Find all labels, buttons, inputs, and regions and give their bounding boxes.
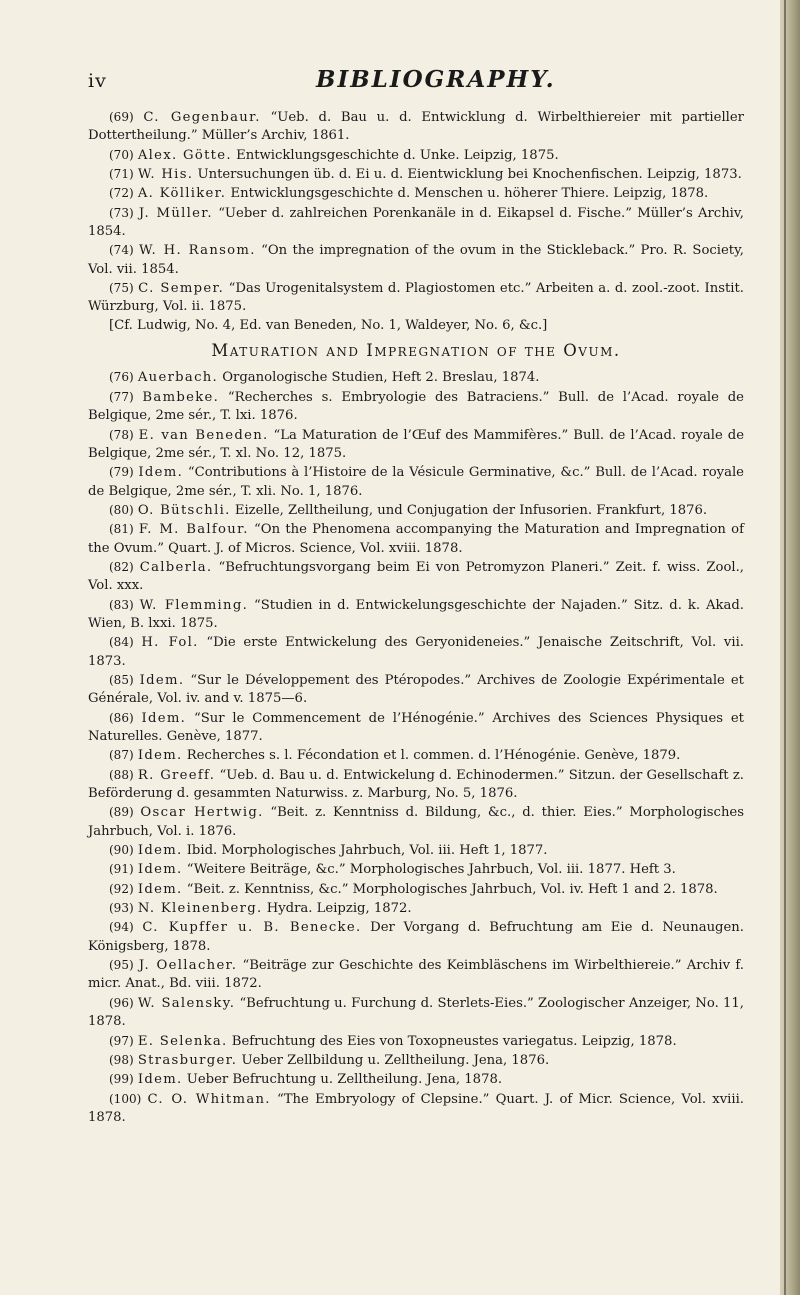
entry-citation: “Sur le Développement des Ptéropodes.” Archives de Zoologie Expérimentale et Générale, Vol. iv. and v. 1875—6. [88,672,744,707]
entry-citation: “Ueber d. zahlreichen Porenkanäle in d. Eikapsel d. Fische.” Müller’s Archiv, 1854. [88,205,744,240]
entry-citation: “Ueb. d. Bau u. d. Entwicklung d. Wirbelthiereier mit partieller Dottertheilung.” Müller’s Archiv, 1861. [88,110,744,144]
entry-citation: Organologische Studien, Heft 2. Breslau, 1874. [222,370,540,386]
entry-number: (97) [109,1033,134,1048]
bibliography-entry [88,426,744,464]
bibliography-entry [88,671,744,709]
entry-author: Idem. [139,672,185,688]
entry-number: (96) [109,995,134,1010]
entry-number: (69) [109,110,134,124]
entry-citation: “Ueb. d. Bau u. d. Entwickelung d. Echinodermen.” Sitzun. der Gesellschaft z. Beförderung d. gesammten Naturwiss. z. Marburg, No. 5, 1876. [88,767,745,802]
entry-citation: Ueber Zellbildung u. Zelltheilung. Jena, 1876. [241,1052,550,1068]
entry-citation: Eizelle, Zelltheilung, und Conjugation der Infusorien. Frankfurt, 1876. [234,502,708,518]
bibliography-entry [88,1070,744,1089]
entry-number: (99) [109,1072,134,1087]
bibliography-entry [88,146,744,165]
entry-citation: “Befruchtung u. Furchung d. Sterlets-Eies.” Zoologischer Anzeiger, No. 11, 1878. [88,995,744,1030]
bibliography-entry [88,956,744,994]
cf-note: [Cf. Ludwig, No. 4, Ed. van Beneden, No. 1, Waldeyer, No. 6, &c.] [109,317,548,333]
entry-citation: “Befruchtungsvorgang beim Ei von Petromyzon Planeri.” Zeit. f. wiss. Zool., Vol. xxx. [88,559,744,594]
entry-number: (77) [109,389,134,404]
entry-citation: “The Embryology of Clepsine.” Quart. J. of Micr. Science, Vol. xviii. 1878. [88,1091,744,1125]
bibliography-entry [88,204,744,242]
bibliography-entry [88,709,744,747]
bibliography-entry [88,766,744,804]
entry-author: C. Kupffer u. B. Benecke. [142,920,362,936]
entry-number: (79) [109,465,134,480]
entry-author: Bambeke. [142,389,220,405]
entry-number: (74) [109,243,134,258]
entries-before [88,108,744,317]
bibliography-entry [88,1090,744,1128]
entry-author: Idem. [137,843,183,859]
entry-citation: Ueber Befruchtung u. Zelltheilung. Jena, 1878. [186,1072,503,1088]
entry-number: (100) [109,1091,142,1106]
bibliography-entry [88,633,744,671]
bibliography-entry [88,184,744,203]
entry-author: Idem. [141,710,187,726]
bibliography-entry [88,860,744,879]
bibliography-entry [88,165,744,184]
bibliography-entry [88,1051,744,1070]
entry-citation: “Beit. z. Kenntniss, &c.” Morphologisches Jahrbuch, Vol. iv. Heft 1 and 2. 1878. [186,881,718,897]
entry-citation: Der Vorgang d. Befruchtung am Eie d. Neunaugen. Königsberg, 1878. [88,920,744,954]
entry-author: Auerbach. [137,370,219,386]
section-heading: Maturation and Impregnation of the Ovum. [211,341,621,361]
page-header [88,66,744,96]
entry-author: C. Gegenbaur. [143,110,261,125]
entry-number: (70) [109,147,134,162]
entry-author: J. Müller. [138,205,213,221]
entry-author: W. Flemming. [139,597,249,613]
bibliography-entry [88,746,744,765]
entry-citation: Recherches s. l. Fécondation et l. commen. d. l’Hénogénie. Genève, 1879. [186,748,681,764]
bibliography-entry [88,388,744,426]
entry-number: (85) [109,672,134,687]
entry-number: (94) [109,920,134,935]
entry-number: (84) [109,635,134,650]
bibliography-list [88,108,744,1127]
entry-author: J. Oellacher. [138,958,238,974]
entry-citation: “Beit. z. Kenntniss d. Bildung, &c., d. thier. Eies.” Morphologisches Jahrbuch, Vol. i. 1876. [88,805,745,839]
entry-citation: “On the Phenomena accompanying the Maturation and Impregnation of the Ovum.” Quart. J. of Micros. Science, Vol. xviii. 1878. [88,522,744,556]
bibliography-entry [88,241,744,279]
entry-citation: Untersuchungen üb. d. Ei u. d. Eientwicklung bei Knochenfischen. Leipzig, 1873. [197,167,742,183]
entry-number: (92) [109,881,134,896]
entry-number: (71) [109,167,134,182]
entry-author: Strasburger. [137,1052,238,1068]
page-edge [780,0,800,1295]
entry-number: (78) [109,427,134,442]
entry-author: N. Kleinenberg. [137,901,263,917]
bibliography-entry [88,368,744,387]
entry-author: Idem. [137,881,183,897]
entry-number: (73) [109,205,134,220]
entry-citation: “Contributions à l’Histoire de la Vésicule Germinative, &c.” Bull. de l’Acad. royale de Belgique, 2me sér., T. xli. No. 1, 1876. [88,465,744,499]
entry-citation: Befruchtung des Eies von Toxopneustes variegatus. Leipzig, 1878. [231,1033,677,1049]
bibliography-entry [88,596,744,634]
page-number: iv [88,70,107,92]
entry-citation: “Das Urogenitalsystem d. Plagiostomen etc.” Arbeiten a. d. zool.-zoot. Instit. Würzburg, Vol. ii. 1875. [88,281,744,315]
entry-author: F. M. Balfour. [138,522,249,538]
entry-number: (86) [109,710,134,725]
entry-author: Oscar Hertwig. [140,805,264,821]
entry-number: (82) [109,559,134,574]
entry-author: W. His. [137,167,194,183]
entry-citation: “Die erste Entwickelung des Geryonideneies.” Jenaische Zeitschrift, Vol. vii. 1873. [88,635,744,669]
entry-number: (81) [109,522,134,537]
entry-citation: “Sur le Commencement de l’Hénogénie.” Archives des Sciences Physiques et Naturelles. Genève, 1877. [88,710,744,744]
bibliography-entry [88,899,744,918]
entry-citation: Entwicklungsgeschichte d. Unke. Leipzig, 1875. [236,147,559,163]
bibliography-entry [88,880,744,899]
entry-author: C. Semper. [138,281,225,297]
bibliography-entry [88,501,744,520]
entry-number: (93) [109,901,134,916]
entry-author: E. van Beneden. [138,427,269,443]
entry-citation: “La Maturation de l’Œuf des Mammifères.” Bull. de l’Acad. royale de Belgique, 2me sér., T. xl. No. 12, 1875. [88,427,745,461]
entry-citation: Entwicklungsgeschichte d. Menschen u. höherer Thiere. Leipzig, 1878. [230,186,709,202]
entry-author: Idem. [137,1072,183,1088]
bibliography-entry [88,841,744,860]
entry-number: (83) [109,597,134,612]
entry-citation: “Studien in d. Entwickelungsgeschichte der Najaden.” Sitz. d. k. Akad. Wien, B. lxxi. 1875. [88,597,744,631]
bibliography-entry [88,108,744,146]
bibliography-entry [88,463,744,501]
entry-number: (98) [109,1052,134,1067]
entry-number: (72) [109,186,134,201]
entry-number: (91) [109,862,134,877]
entry-author: R. Greeff. [137,767,216,783]
entry-author: O. Bütschli. [137,502,231,518]
bibliography-entry [88,1032,744,1051]
bibliography-entry [88,994,744,1032]
entry-number: (95) [109,958,134,973]
entries-after [88,368,744,1127]
entry-number: (76) [109,370,134,385]
running-title: BIBLIOGRAPHY. [316,66,556,93]
entry-author: Idem. [137,748,183,764]
entry-author: Alex. Götte. [137,147,232,163]
entry-author: W. H. Ransom. [139,243,256,259]
entry-author: W. Salensky. [137,995,236,1011]
entry-citation: Ibid. Morphologisches Jahrbuch, Vol. iii. Heft 1, 1877. [186,843,548,859]
bibliography-entry [88,558,744,596]
entry-number: (90) [109,843,134,858]
entry-citation: “Recherches s. Embryologie des Batraciens.” Bull. de l’Acad. royale de Belgique, 2me sér., T. lxi. 1876. [88,389,744,424]
entry-citation: “On the impregnation of the ovum in the Stickleback.” Pro. R. Society, Vol. vii. 1854. [88,243,744,277]
entry-author: E. Selenka. [137,1033,228,1049]
entry-number: (80) [109,502,134,517]
entry-author: Calberla. [139,559,213,575]
entry-author: C. O. Whitman. [147,1091,271,1107]
entry-number: (87) [109,748,134,763]
entry-citation: Hydra. Leipzig, 1872. [266,901,412,917]
entry-number: (88) [109,767,134,782]
entry-author: A. Kölliker. [137,186,227,202]
entry-citation: “Beiträge zur Geschichte des Keimbläschens im Wirbelthiereie.” Archiv f. micr. Anat., Bd. viii. 1872. [88,958,744,992]
page-edge-line [784,0,786,1295]
bibliography-entry [88,918,744,956]
bibliography-entry [88,279,744,317]
entry-author: Idem. [137,862,183,878]
bibliography-entry [88,520,744,558]
entry-number: (75) [109,281,134,296]
entry-author: H. Fol. [141,635,199,651]
entry-author: Idem. [138,465,184,481]
entry-number: (89) [109,805,134,820]
bibliography-entry [88,803,744,841]
entry-citation: “Weitere Beiträge, &c.” Morphologisches Jahrbuch, Vol. iii. 1877. Heft 3. [186,862,676,878]
